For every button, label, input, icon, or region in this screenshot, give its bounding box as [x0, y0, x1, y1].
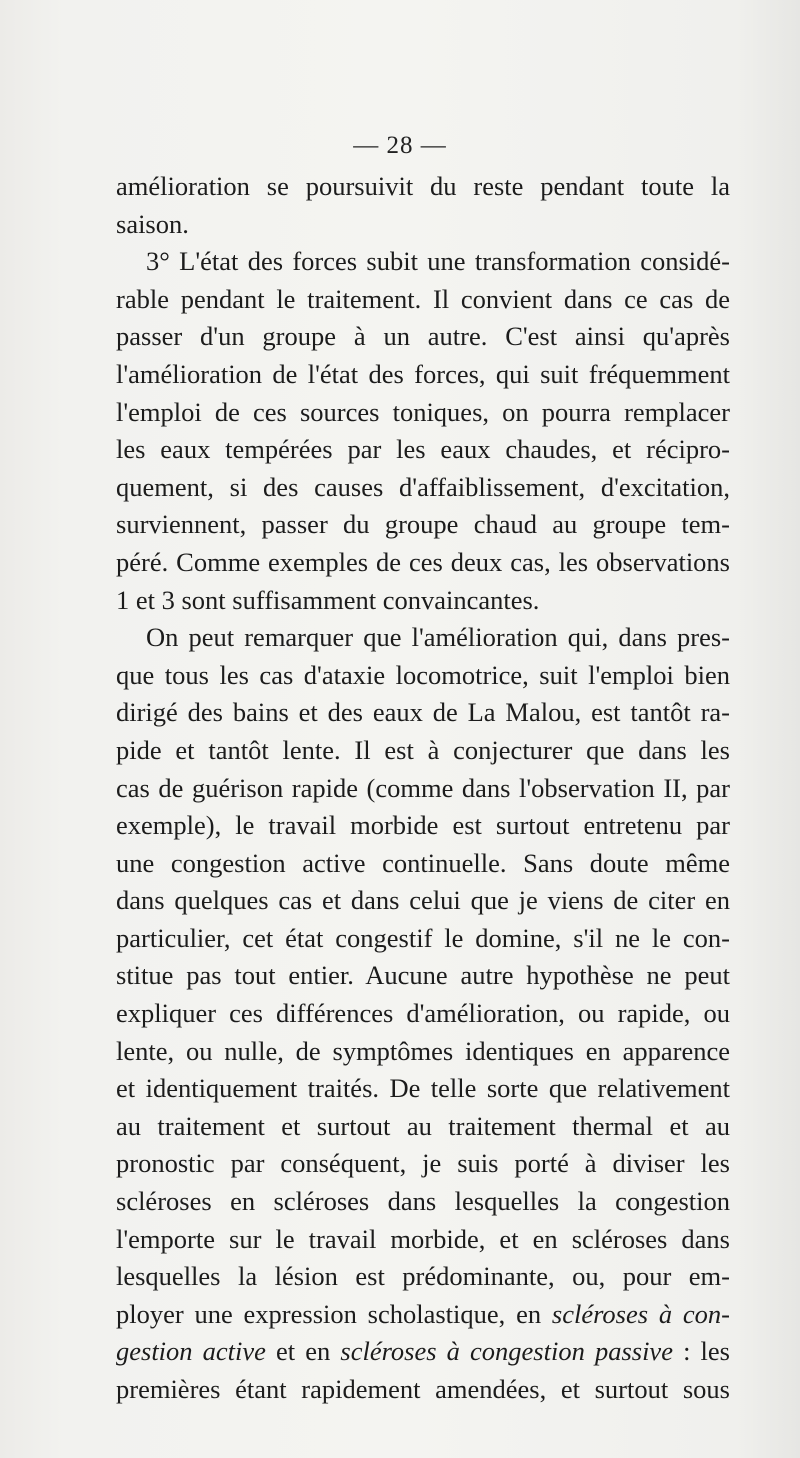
text-line	[116, 582, 730, 620]
text-line	[116, 845, 730, 883]
text-line	[116, 882, 730, 920]
text-segment: 3° L'état des forces subit une transformation considé-	[146, 246, 730, 277]
text-segment: exemple), le travail morbide est surtout entretenu par	[116, 810, 730, 841]
text-segment: cas de guérison rapide (comme dans l'observation II, par	[116, 772, 730, 803]
page-number: — 28 —	[353, 132, 447, 159]
text-line	[116, 431, 730, 469]
text-line	[116, 807, 730, 845]
text-segment: On peut remarquer que l'amélioration qui, dans pres-	[146, 622, 730, 653]
text-segment: péré. Comme exemples de ces deux cas, les observations	[116, 546, 730, 577]
text-segment: passer d'un groupe à un autre. C'est ainsi qu'après	[116, 321, 730, 352]
text-segment: ployer une expression scholastique, en	[116, 1298, 552, 1329]
text-line	[116, 957, 730, 995]
text-line	[116, 1371, 730, 1409]
text-segment: premières étant rapidement amendées, et surtout sous	[116, 1374, 730, 1404]
text-line	[116, 920, 730, 958]
text-line	[116, 694, 730, 732]
text-segment: et en	[265, 1336, 341, 1367]
text-line	[116, 469, 730, 507]
text-segment: amélioration se poursuivit du reste pendant toute la	[116, 171, 730, 201]
text-segment: stitue pas tout entier. Aucune autre hypothèse ne peut	[116, 960, 730, 991]
text-line	[116, 1296, 730, 1334]
text-segment: lente, ou nulle, de symptômes identiques en apparence	[116, 1035, 730, 1066]
text-line	[116, 770, 730, 808]
text-line	[116, 1258, 730, 1296]
text-segment: expliquer ces différences d'amélioration, ou rapide, ou	[116, 998, 730, 1029]
italic-segment: gestion active	[116, 1336, 266, 1367]
text-segment: : les	[672, 1336, 730, 1367]
text-segment: l'emporte sur le travail morbide, et en scléroses dans	[116, 1223, 730, 1254]
text-line	[116, 732, 730, 770]
text-line	[116, 995, 730, 1033]
text-segment: et identiquement traités. De telle sorte que relativement	[116, 1073, 730, 1104]
italic-segment: scléroses à con-	[551, 1298, 730, 1329]
text-segment: une congestion active continuelle. Sans doute même	[116, 847, 730, 878]
text-line	[116, 243, 730, 281]
text-segment: dans quelques cas et dans celui que je viens de citer en	[116, 885, 730, 916]
text-segment: que tous les cas d'ataxie locomotrice, suit l'emploi bien	[116, 659, 730, 690]
text-line	[116, 619, 730, 657]
text-line	[116, 506, 730, 544]
text-line	[116, 1033, 730, 1071]
text-segment: saison.	[116, 208, 189, 239]
body-text	[116, 168, 730, 1409]
text-line	[116, 544, 730, 582]
text-line	[116, 356, 730, 394]
text-segment: pronostic par conséquent, je suis porté à diviser les	[116, 1148, 730, 1179]
text-line	[116, 1333, 730, 1371]
text-line	[116, 657, 730, 695]
text-segment: scléroses en scléroses dans lesquelles la congestion	[116, 1186, 730, 1217]
text-segment: dirigé des bains et des eaux de La Malou, est tantôt ra-	[116, 697, 730, 728]
text-line	[116, 1108, 730, 1146]
text-segment: l'amélioration de l'état des forces, qui suit fréquemment	[116, 358, 730, 389]
text-line	[116, 394, 730, 432]
italic-segment: scléroses à congestion passive	[340, 1336, 673, 1367]
text-segment: l'emploi de ces sources toniques, on pourra remplacer	[116, 396, 730, 427]
text-segment: surviennent, passer du groupe chaud au groupe tem-	[116, 509, 730, 540]
text-segment: quement, si des causes d'affaiblissement, d'excitation,	[116, 471, 730, 502]
text-segment: pide et tantôt lente. Il est à conjecturer que dans les	[116, 734, 730, 765]
text-line	[116, 1070, 730, 1108]
text-segment: au traitement et surtout au traitement thermal et au	[116, 1110, 730, 1141]
text-line	[116, 318, 730, 356]
text-segment: les eaux tempérées par les eaux chaudes, et récipro-	[116, 434, 730, 465]
text-line	[116, 168, 730, 206]
text-line	[116, 1183, 730, 1221]
text-line	[116, 1145, 730, 1183]
text-segment: 1 et 3 sont suffisamment convaincantes.	[116, 584, 540, 615]
text-segment: lesquelles la lésion est prédominante, ou, pour em-	[116, 1261, 730, 1292]
text-segment: rable pendant le traitement. Il convient dans ce cas de	[116, 283, 730, 314]
text-line	[116, 206, 730, 244]
text-line	[116, 1221, 730, 1259]
text-segment: particulier, cet état congestif le domine, s'il ne le con-	[116, 922, 730, 953]
text-line	[116, 281, 730, 319]
